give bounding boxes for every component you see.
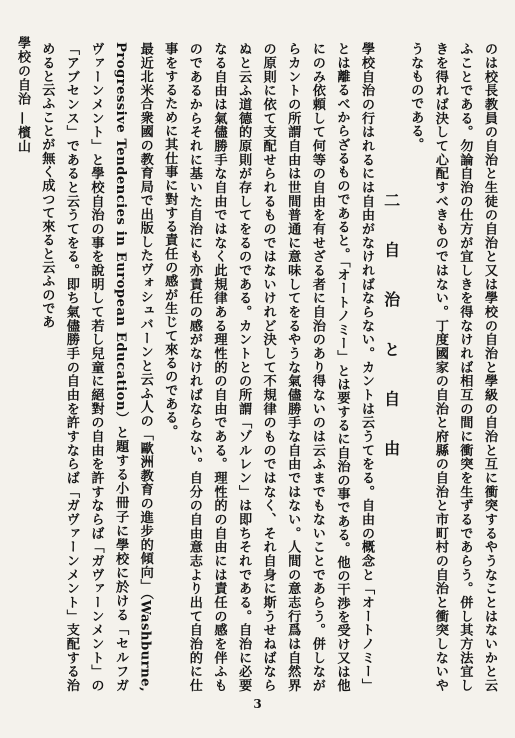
body-text	[39, 42, 501, 692]
running-head-title: 學校の自治 —檳山	[15, 36, 30, 154]
body-paragraph: のは校長教員の自治と生徒の自治と又は學校の自治と學級の自治と互に衝突するやうなことはないかと云ふことである。勿論自治の仕方が宜しきを得なければ相互の間に衝突を生ずるであらう。併し其方法宜しきを得れば決して心配すべきものではない。丁度國家の自治と府縣の自治と市町村の自治と衝突しないやうなものである。	[408, 42, 497, 692]
page-number: 3	[253, 697, 262, 711]
body-paragraph: 學校自治の行はれるには自由がなければならない。カントは云うてをる。自由の概念と「オートノミー」とは離るべからざるものであると。「オートノミー」とは要するに自治の事である。他の干渉を受け又は他にのみ依頼して何等の自由を有せざる者に自治のあり得ないのは云ふまでもないことであらう。併しながらカントの所謂自由は世間普通に意味してをるやうな氣儘勝手な自由ではない。人間の意志行爲は自然界の原則に依て支配せられるものではないけれど決して不規律のものではなく、それ自身に斯うせねばならぬと云ふ道德的原則が存してをるのである。カントとの所謂「ゾルレン」は即ちそれである。自治に必要なる自由は氣儘勝手な自由ではなく此規律ある理性的の自由である。理性的の自由には責任の感を伴ふものであるからそれに基いた自治にも亦責任の感がなければならない。自分の自由意志より出て自治的に仕事をするために其仕事に對する責任の感が生じて來るのである。	[162, 42, 375, 692]
body-paragraph: 最近北米合衆國の教育局で出版したヴォシュバーンと云ふ人の「歐洲教育の進步的傾向」（Washburne, Progressive Tendencies in European Education）と題する小冊子に學校に於ける「セルフガヴァーンメント」と學校自治の事を說明して若し兒童に絕對の自由を許すならば「ガヴァーンメント」の「アブセンス」であると云うてをる。即ち氣儘勝手の自由を許すならば「ガヴァーンメント」支配する治めると云ふことが無く成つて來ると云ふのであ	[39, 42, 153, 692]
section-heading: 二 自 治 と 自 由	[381, 192, 401, 470]
